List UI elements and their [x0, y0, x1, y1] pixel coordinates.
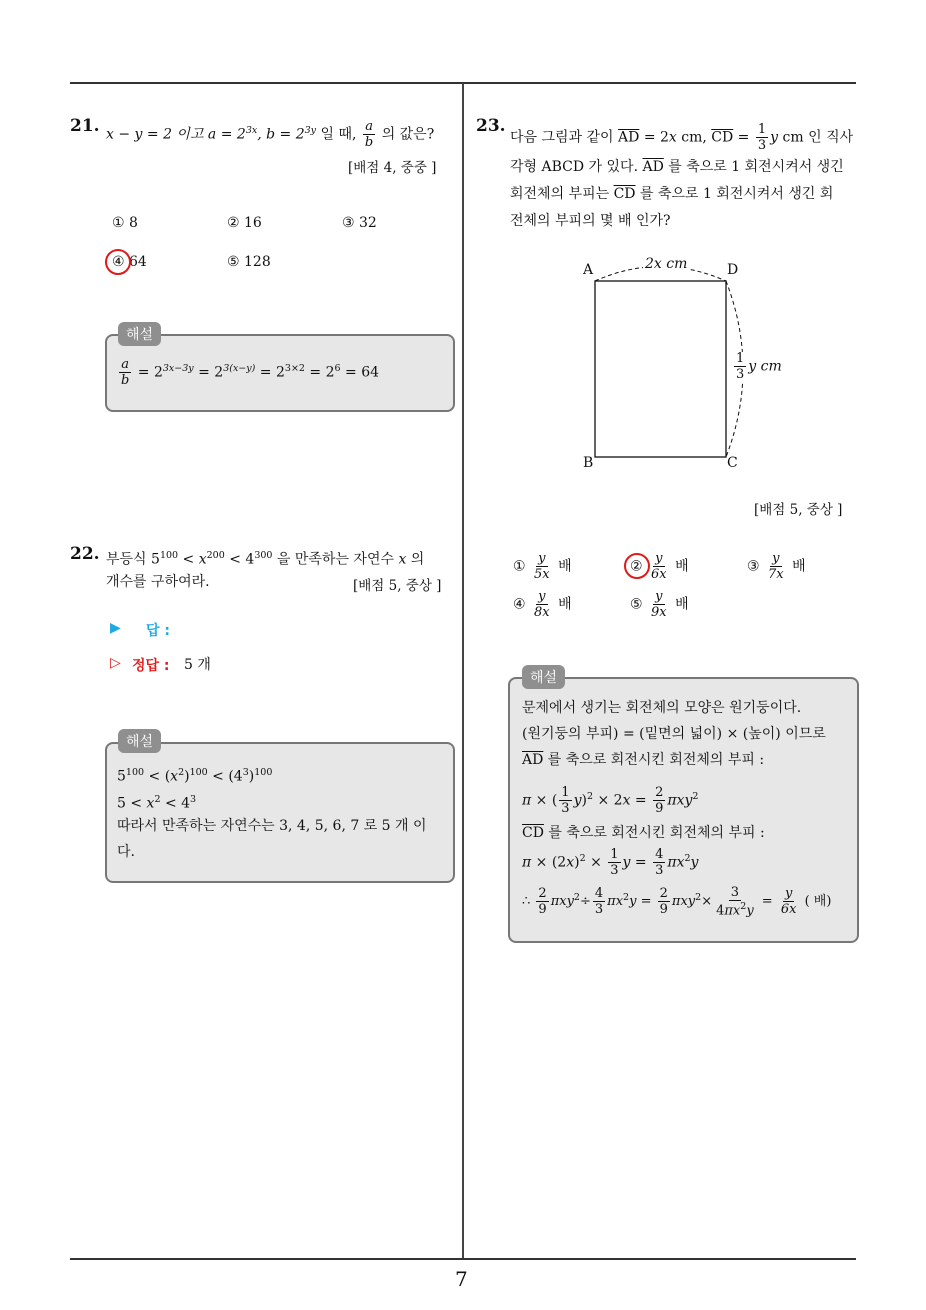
q22-stem-line1: 부등식 $5^{100} < x^{200} < 4^{300}$ 을 만족하는 자연수 x 의: [106, 550, 425, 568]
q23-answer-mark-icon: [624, 553, 650, 579]
q23-score: [배점 5, 중상 ]: [754, 502, 843, 518]
q23-explanation-line6: $\pi \times (2x)^2$ × $\frac{1}{3}$ y = $\frac{4}{3}$ $\pi x^2y$: [522, 847, 699, 878]
q22-answer-arrow-icon: ▶: [110, 620, 121, 636]
q23-explanation-tag: 해설: [522, 665, 565, 689]
bottom-rule: [70, 1258, 856, 1260]
rectangle-abcd: [595, 281, 726, 457]
column-divider: [462, 83, 464, 1258]
q21-choice-5[interactable]: ⑤ 128: [227, 254, 271, 270]
q22-correct-value: 5 개: [184, 657, 211, 673]
q21-score: [배점 4, 중중 ]: [348, 160, 437, 176]
vertex-d-label: D: [727, 262, 739, 278]
q23-explanation-line4: π × ( $\frac{1}{3}$ y)$^2$ × 2x = $\frac{2}{9}$ πxy$^2$: [522, 785, 699, 816]
q22-stem-line2: 개수를 구하여라.: [106, 574, 210, 590]
q23-stem-line2: 각형 ABCD 가 있다. $\overline{AD}$ 를 축으로 1 회전시켜서 생긴: [510, 159, 844, 175]
q21-answer-mark-icon: [105, 249, 131, 275]
q21-choice-3[interactable]: ③ 32: [342, 215, 377, 231]
q23-stem-line1: 다음 그림과 같이 $\overline{AD} = 2x$ cm, $\overline{CD}$ = $\frac{1}{3}$ y cm 인 직사: [510, 122, 854, 153]
q23-stem-line3: 회전체의 부피는 $\overline{CD}$ 를 축으로 1 회전시켜서 생긴 회: [510, 186, 834, 202]
q22-explanation-line4: 다.: [117, 844, 135, 860]
q21-choice-2[interactable]: ② 16: [227, 215, 262, 231]
q23-choice-4[interactable]: ④ $\frac{y}{8x}$ 배: [513, 589, 572, 620]
q23-explanation-line7: ∴ $\frac{2}{9}$ πxy$^2$÷ $\frac{4}{3}$ $\pi x^2y$ = $\frac{2}{9}$ πxy$^2$× $\frac{3}{4\pi x^2y}$ = $\frac{y}{6x}$ ( 배): [522, 885, 832, 919]
q23-number: 23.: [476, 116, 506, 136]
q22-number: 22.: [70, 544, 100, 564]
q22-explanation-tag: 해설: [118, 729, 161, 753]
q23-explanation-line3: $\overline{AD}$ 를 축으로 회전시킨 회전체의 부피 :: [522, 752, 765, 768]
q23-stem-line4: 전체의 부피의 몇 배 인가?: [510, 213, 671, 229]
q21-stem: x − y = 2 이고 $a = 2^{3x}$, $b = 2^{3y}$ 일 때, $\frac{a}{b}$ 의 값은?: [106, 119, 435, 150]
q23-explanation-line5: $\overline{CD}$ 를 축으로 회전시킨 회전체의 부피 :: [522, 825, 765, 841]
q22-correct-label: 정답 :: [132, 658, 170, 674]
q22-answer-label[interactable]: 답 :: [146, 623, 170, 639]
page-number: 7: [455, 1267, 468, 1291]
q22-explanation-line1: $5^{100} < (x^2)^{100} < (4^3)^{100}$: [117, 767, 273, 785]
q22-correct-arrow-icon: ▷: [110, 655, 121, 671]
q21-number: 21.: [70, 116, 100, 136]
q21-explanation-tag: 해설: [118, 322, 161, 346]
q23-choice-2[interactable]: ② $\frac{y}{6x}$ 배: [630, 551, 689, 582]
vertex-a-label: A: [583, 262, 594, 278]
q22-score: [배점 5, 중상 ]: [353, 578, 442, 594]
q23-explanation-line2: (원기둥의 부피) = (밑면의 넓이) × (높이) 이므로: [522, 726, 826, 742]
q23-explanation-line1: 문제에서 생기는 회전체의 모양은 원기둥이다.: [522, 700, 802, 716]
q23-choice-1[interactable]: ① $\frac{y}{5x}$ 배: [513, 551, 572, 582]
q21-choice-4[interactable]: ④ 64: [112, 254, 147, 270]
side-dimension-label: $\frac{1}{3}$ y cm: [732, 352, 782, 381]
q21-choice-1[interactable]: ① 8: [112, 215, 138, 231]
q22-explanation-line3: 따라서 만족하는 자연수는 3, 4, 5, 6, 7 로 5 개 이: [117, 818, 427, 834]
q23-choice-3[interactable]: ③ $\frac{y}{7x}$ 배: [747, 551, 806, 582]
vertex-b-label: B: [583, 455, 594, 471]
q22-explanation-line2: $5 < x^2 < 4^3$: [117, 794, 197, 812]
q23-choice-5[interactable]: ⑤ $\frac{y}{9x}$ 배: [630, 589, 689, 620]
vertex-c-label: C: [727, 455, 738, 471]
top-dimension-label: 2x cm: [645, 256, 688, 272]
q21-explanation-text: $\frac{a}{b}$ = $2^{3x-3y} = 2^{3(x-y)} = 2^{3\times 2} = 2^6 = 64$: [121, 357, 380, 388]
